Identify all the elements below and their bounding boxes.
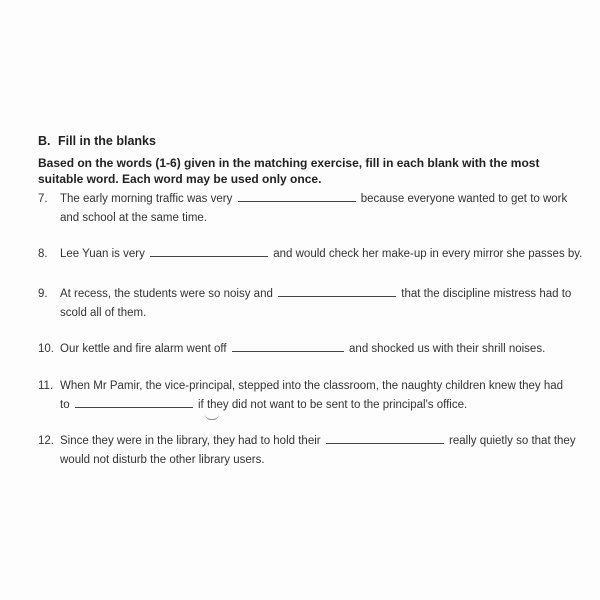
question-text-line2: and school at the same time. (60, 212, 208, 224)
answer-blank[interactable] (326, 432, 444, 444)
section-letter: B. (38, 134, 51, 148)
question-text-before: When Mr Pamir, the vice-principal, stepped into the classroom, the naughty children knew they had (60, 380, 564, 392)
question-text-line2-after: if they did not want to be sent to the principal's office. (198, 399, 468, 411)
answer-blank[interactable] (238, 190, 356, 202)
question-text-after: and shocked us with their shrill noises. (349, 343, 546, 355)
question-9 (38, 285, 583, 323)
question-number: 12. (38, 435, 54, 447)
question-number: 8. (38, 248, 48, 260)
question-10 (38, 340, 583, 359)
pencil-mark (205, 414, 219, 420)
section-heading (38, 134, 156, 148)
question-text-after: and would check her make-up in every mirror she passes by. (273, 248, 583, 260)
question-text-after: that the discipline mistress had to (401, 288, 572, 300)
question-text-line2: would not disturb the other library users. (60, 454, 265, 466)
question-8 (38, 245, 583, 264)
question-text-after: really quietly so that they (449, 435, 576, 447)
question-text-before: The early morning traffic was very (60, 193, 233, 205)
question-number: 10. (38, 343, 54, 355)
question-text-before: Lee Yuan is very (60, 248, 145, 260)
question-text-before: Our kettle and fire alarm went off (60, 343, 227, 355)
question-text-after: because everyone wanted to get to work (360, 193, 568, 205)
question-12 (38, 432, 583, 470)
answer-blank[interactable] (150, 245, 268, 257)
question-text-line2-before: to (60, 399, 70, 411)
question-text-before: At recess, the students were so noisy and (60, 288, 273, 300)
answer-blank[interactable] (232, 340, 344, 352)
question-text-line2: scold all of them. (60, 307, 147, 319)
question-number: 7. (38, 193, 48, 205)
section-title: Fill in the blanks (58, 134, 156, 148)
answer-blank[interactable] (278, 285, 396, 297)
question-number: 11. (38, 380, 54, 392)
question-text-before: Since they were in the library, they had to hold their (60, 435, 321, 447)
question-number: 9. (38, 288, 48, 300)
question-11 (38, 377, 583, 415)
answer-blank[interactable] (75, 396, 193, 408)
instructions-text: Based on the words (1-6) given in the matching exercise, fill in each blank with the most suitable word. Each word may be used only once. (38, 156, 540, 186)
question-7 (38, 190, 583, 228)
